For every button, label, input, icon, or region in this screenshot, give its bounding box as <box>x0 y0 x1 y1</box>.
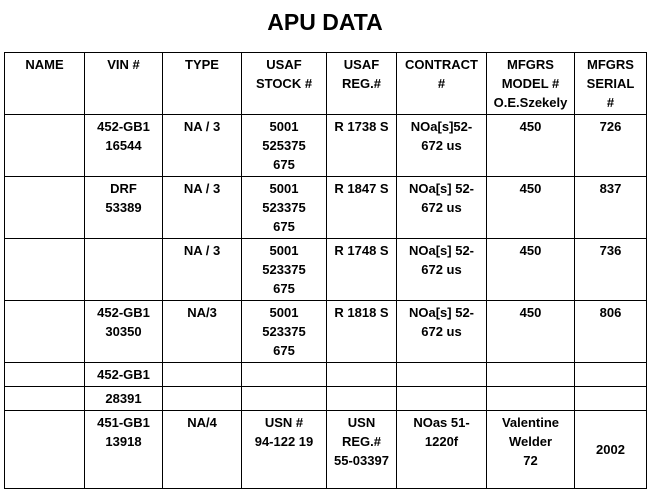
cell-usaf-reg: R 1738 S <box>327 115 397 177</box>
cell-vin: 451-GB1 13918 <box>85 411 163 489</box>
cell-model <box>487 363 575 387</box>
header-type: TYPE <box>163 53 242 115</box>
cell-contract: NOas 51- 1220f <box>397 411 487 489</box>
table-row <box>5 387 647 411</box>
header-name: NAME <box>5 53 85 115</box>
cell-contract: NOa[s]52- 672 us <box>397 115 487 177</box>
cell-usaf-stock <box>242 387 327 411</box>
cell-vin: 452-GB1 16544 <box>85 115 163 177</box>
cell-type: NA / 3 <box>163 177 242 239</box>
cell-contract <box>397 363 487 387</box>
header-vin: VIN # <box>85 53 163 115</box>
cell-usaf-stock: 5001 523375 675 <box>242 177 327 239</box>
cell-model: 450 <box>487 239 575 301</box>
page-title: APU DATA <box>267 9 383 35</box>
table-row <box>5 363 647 387</box>
cell-name <box>5 363 85 387</box>
header-contract: CONTRACT # <box>397 53 487 115</box>
cell-usaf-reg: USN REG.# 55-03397 <box>327 411 397 489</box>
cell-model <box>487 387 575 411</box>
cell-serial <box>575 363 647 387</box>
cell-vin <box>85 239 163 301</box>
cell-name <box>5 387 85 411</box>
cell-usaf-stock <box>242 363 327 387</box>
cell-serial: 726 <box>575 115 647 177</box>
cell-usaf-reg: R 1818 S <box>327 301 397 363</box>
cell-usaf-reg <box>327 363 397 387</box>
header-usaf-reg: USAF REG.# <box>327 53 397 115</box>
cell-serial: 736 <box>575 239 647 301</box>
cell-usaf-reg: R 1748 S <box>327 239 397 301</box>
header-usaf-stock: USAF STOCK # <box>242 53 327 115</box>
table-row <box>5 239 647 301</box>
cell-model: 450 <box>487 115 575 177</box>
table-row <box>5 177 647 239</box>
cell-vin: 452-GB1 30350 <box>85 301 163 363</box>
table-row <box>5 115 647 177</box>
cell-type: NA / 3 <box>163 239 242 301</box>
cell-name <box>5 301 85 363</box>
cell-usaf-reg <box>327 387 397 411</box>
table-row <box>5 411 647 489</box>
cell-usaf-stock: 5001 523375 675 <box>242 239 327 301</box>
cell-usaf-stock: 5001 525375 675 <box>242 115 327 177</box>
cell-usaf-reg: R 1847 S <box>327 177 397 239</box>
cell-usaf-stock: USN # 94-122 19 <box>242 411 327 489</box>
cell-name <box>5 239 85 301</box>
cell-name <box>5 411 85 489</box>
cell-model: 450 <box>487 301 575 363</box>
cell-serial: 2002 <box>575 411 647 489</box>
cell-name <box>5 115 85 177</box>
cell-usaf-stock: 5001 523375 675 <box>242 301 327 363</box>
header-mfgrs-model: MFGRS MODEL # O.E.Szekely <box>487 53 575 115</box>
cell-name <box>5 177 85 239</box>
cell-serial <box>575 387 647 411</box>
cell-serial: 806 <box>575 301 647 363</box>
cell-type: NA / 3 <box>163 115 242 177</box>
cell-model: Valentine Welder 72 <box>487 411 575 489</box>
cell-contract: NOa[s] 52- 672 us <box>397 177 487 239</box>
cell-type <box>163 363 242 387</box>
cell-type <box>163 387 242 411</box>
header-row <box>5 53 647 115</box>
cell-contract: NOa[s] 52- 672 us <box>397 301 487 363</box>
header-mfgrs-serial: MFGRS SERIAL # <box>575 53 647 115</box>
cell-type: NA/3 <box>163 301 242 363</box>
cell-vin: DRF 53389 <box>85 177 163 239</box>
cell-model: 450 <box>487 177 575 239</box>
cell-vin: 28391 <box>85 387 163 411</box>
cell-contract <box>397 387 487 411</box>
apu-data-table <box>4 52 647 489</box>
cell-type: NA/4 <box>163 411 242 489</box>
cell-serial: 837 <box>575 177 647 239</box>
cell-vin: 452-GB1 <box>85 363 163 387</box>
table-row <box>5 301 647 363</box>
cell-contract: NOa[s] 52- 672 us <box>397 239 487 301</box>
